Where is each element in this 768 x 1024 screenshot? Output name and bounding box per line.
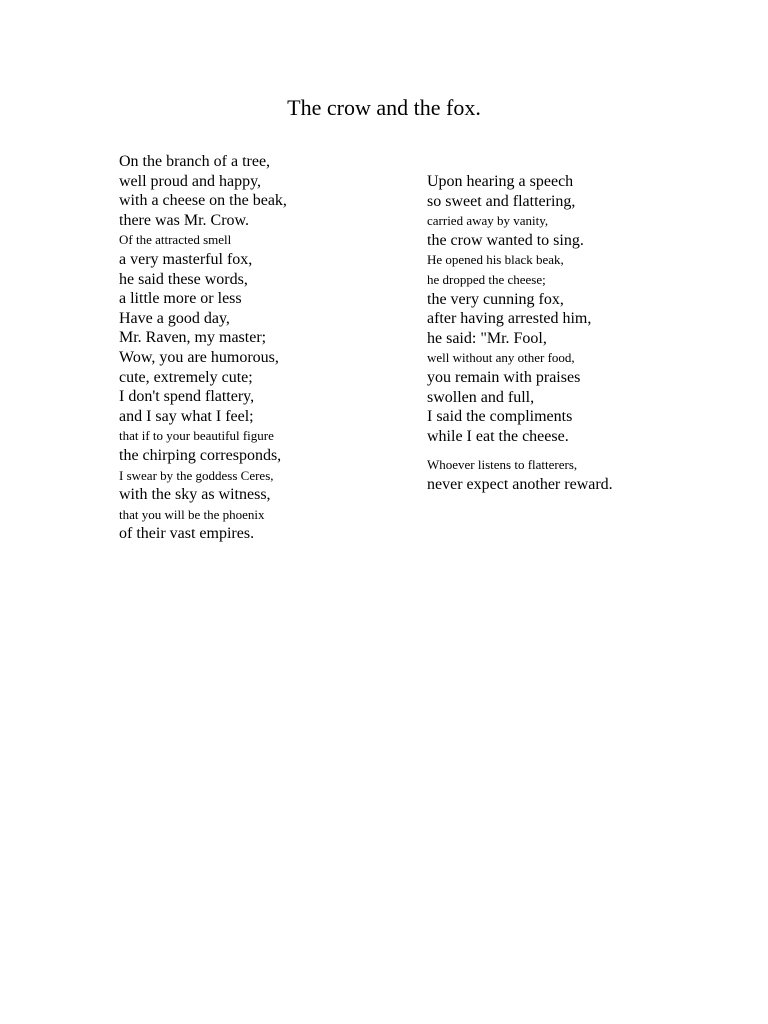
poem-line: of their vast empires. — [119, 525, 255, 543]
poem-line: cute, extremely cute; — [119, 368, 253, 386]
poem-line: I swear by the goddess Ceres, — [119, 467, 274, 483]
poem-line: that if to your beautiful figure — [119, 428, 274, 444]
poem-line: never expect another reward. — [427, 475, 613, 493]
poem-line: On the branch of a tree, — [119, 153, 271, 170]
poem-line: he said: "Mr. Fool, — [427, 329, 547, 347]
page-title: The crow and the fox. — [287, 95, 481, 120]
poem-line: and I say what I feel; — [119, 407, 254, 425]
poem-line: you remain with praises — [427, 368, 581, 386]
poem-line: he dropped the cheese; — [427, 271, 546, 287]
poem-line: Whoever listens to flatterers, — [427, 457, 578, 473]
poem-line: so sweet and flattering, — [427, 192, 576, 210]
poem-line: there was Mr. Crow. — [119, 211, 250, 229]
poem-line: Wow, you are humorous, — [119, 348, 279, 366]
poem-line: after having arrested him, — [427, 310, 592, 328]
poem-line: a little more or less — [119, 290, 242, 308]
poem-line: the crow wanted to sing. — [427, 231, 584, 249]
poem-line: well proud and happy, — [119, 172, 262, 190]
poem-line: carried away by vanity, — [427, 213, 549, 229]
poem-line: I don't spend flattery, — [119, 388, 255, 406]
poem-left-column — [119, 152, 409, 544]
poem-line: the very cunning fox, — [427, 290, 564, 308]
poem-right-column — [427, 172, 727, 495]
poem-line: the chirping corresponds, — [119, 446, 282, 464]
poem-line: he said these words, — [119, 270, 248, 288]
poem-line: Of the attracted smell — [119, 232, 232, 248]
poem-line: well without any other food, — [427, 350, 575, 366]
poem-line: Have a good day, — [119, 309, 230, 327]
poem-line: Mr. Raven, my master; — [119, 329, 267, 347]
poem-line: swollen and full, — [427, 388, 535, 406]
poem-line: that you will be the phoenix — [119, 506, 265, 522]
stanza-gap — [427, 446, 727, 455]
poem-line: He opened his black beak, — [427, 252, 564, 268]
poem-line: while I eat the cheese. — [427, 427, 569, 445]
poem-line: with the sky as witness, — [119, 486, 271, 504]
poem-line: a very masterful fox, — [119, 250, 253, 268]
poem-line: with a cheese on the beak, — [119, 192, 287, 210]
poem-line: Upon hearing a speech — [427, 173, 574, 190]
poem-line: I said the compliments — [427, 408, 573, 426]
